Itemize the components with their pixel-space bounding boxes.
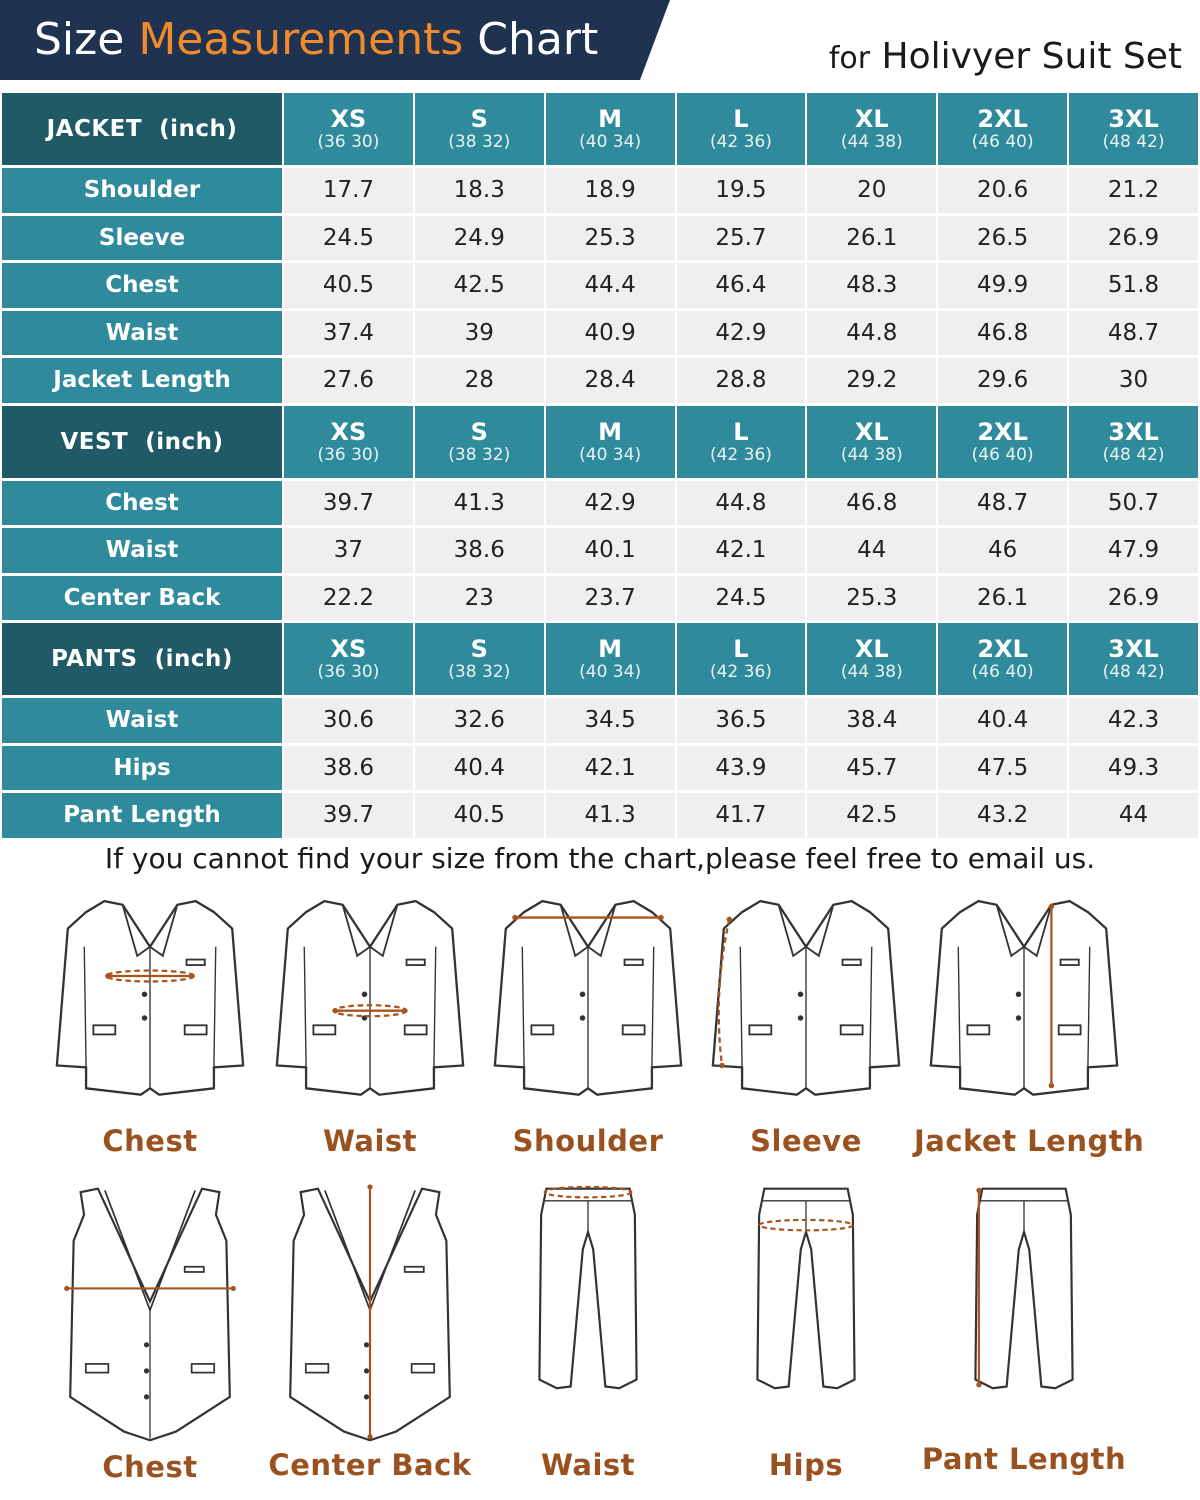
table-cell: 42.1 — [546, 746, 675, 791]
table-cell: 39.7 — [284, 481, 413, 526]
size-numbers: (48 42) — [1102, 662, 1165, 682]
table-cell: 26.1 — [938, 576, 1067, 621]
pants-length-icon — [914, 1180, 1134, 1442]
table-cell: 21.2 — [1069, 168, 1198, 213]
table-cell: 25.7 — [677, 216, 806, 261]
size-numbers: (46 40) — [971, 132, 1034, 152]
size-numbers: (46 40) — [971, 444, 1034, 465]
size-numbers: (36 30) — [317, 662, 380, 682]
size-header-cell — [677, 93, 806, 165]
illustration-caption: Chest — [102, 1450, 198, 1484]
table-cell: 26.9 — [1069, 216, 1198, 261]
size-header-cell — [677, 623, 806, 695]
table-cell: 30.6 — [284, 698, 413, 743]
size-numbers: (40 34) — [579, 662, 642, 682]
size-numbers: (42 36) — [709, 662, 772, 682]
table-cell: 29.2 — [807, 358, 936, 403]
row-label: Chest — [2, 481, 282, 526]
table-row — [2, 216, 1198, 261]
table-cell: 47.5 — [938, 746, 1067, 791]
subtitle-brand: Holivyer Suit Set — [881, 36, 1182, 77]
table-cell: 44.8 — [807, 311, 936, 356]
table-cell: 49.3 — [1069, 746, 1198, 791]
table-row — [2, 746, 1198, 791]
size-header-cell — [807, 623, 936, 695]
table-cell: 44 — [1069, 793, 1198, 838]
size-numbers: (40 34) — [579, 444, 642, 465]
table-cell: 34.5 — [546, 698, 675, 743]
row-label: Hips — [2, 746, 282, 791]
table-cell: 38.6 — [284, 746, 413, 791]
table-cell: 46.4 — [677, 263, 806, 308]
size-header-cell — [284, 93, 413, 165]
illustration-caption: Jacket Length — [914, 1124, 1145, 1158]
table-cell: 17.7 — [284, 168, 413, 213]
jacket-chest-icon — [40, 892, 260, 1102]
size-header-cell — [284, 406, 413, 478]
table-row — [2, 793, 1198, 838]
size-label: 2XL — [977, 635, 1028, 663]
table-cell: 20 — [807, 168, 936, 213]
table-cell: 48.7 — [938, 481, 1067, 526]
measurement-illustration — [696, 1180, 916, 1488]
row-label: Center Back — [2, 576, 282, 621]
vest-chest-icon — [40, 1180, 260, 1442]
measurement-illustration — [260, 892, 480, 1164]
section-title: VEST (inch) — [2, 406, 282, 478]
size-header-cell — [677, 406, 806, 478]
table-cell: 48.3 — [807, 263, 936, 308]
size-table — [0, 90, 1200, 841]
table-row — [2, 263, 1198, 308]
measurement-illustration — [914, 892, 1145, 1164]
table-row — [2, 168, 1198, 213]
table-cell: 40.4 — [415, 746, 544, 791]
size-label: XS — [330, 635, 367, 663]
size-numbers: (48 42) — [1102, 132, 1165, 152]
table-row — [2, 358, 1198, 403]
row-label: Waist — [2, 528, 282, 573]
table-cell: 23 — [415, 576, 544, 621]
table-cell: 44.8 — [677, 481, 806, 526]
subtitle-prefix: for — [828, 41, 871, 76]
size-numbers: (38 32) — [448, 132, 511, 152]
size-label: M — [598, 417, 623, 446]
size-label: L — [733, 417, 749, 446]
title-part-measurements: Measurements — [138, 14, 464, 65]
section-title: PANTS (inch) — [2, 623, 282, 695]
illustration-caption: Sleeve — [750, 1124, 862, 1158]
table-row — [2, 481, 1198, 526]
illustration-caption: Waist — [540, 1448, 636, 1482]
table-cell: 41.3 — [546, 793, 675, 838]
table-cell: 38.6 — [415, 528, 544, 573]
table-cell: 40.9 — [546, 311, 675, 356]
table-cell: 46.8 — [938, 311, 1067, 356]
section-title: JACKET (inch) — [2, 93, 282, 165]
table-row — [2, 311, 1198, 356]
size-label: S — [470, 417, 488, 446]
contact-note: If you cannot find your size from the chart,please feel free to email us. — [104, 842, 1096, 875]
size-numbers: (44 38) — [840, 444, 903, 465]
row-label: Shoulder — [2, 168, 282, 213]
table-cell: 18.9 — [546, 168, 675, 213]
pants-waist-icon — [478, 1180, 698, 1442]
illustration-caption: Pant Length — [921, 1442, 1127, 1476]
size-header-cell — [1069, 93, 1198, 165]
table-cell: 24.5 — [284, 216, 413, 261]
size-header-cell — [415, 93, 544, 165]
size-header-cell — [1069, 623, 1198, 695]
size-numbers: (42 36) — [709, 132, 772, 152]
table-cell: 26.5 — [938, 216, 1067, 261]
section-header-row — [2, 406, 1198, 478]
table-cell: 42.5 — [415, 263, 544, 308]
size-numbers: (42 36) — [709, 444, 772, 465]
table-cell: 27.6 — [284, 358, 413, 403]
size-header-cell — [807, 406, 936, 478]
title-part-size: Size — [34, 14, 139, 65]
row-label: Sleeve — [2, 216, 282, 261]
size-header-cell — [415, 406, 544, 478]
size-label: S — [470, 105, 488, 133]
section-header-row — [2, 93, 1198, 165]
size-label: XL — [854, 417, 889, 446]
size-numbers: (36 30) — [317, 132, 380, 152]
size-label: M — [598, 105, 623, 133]
table-cell: 43.9 — [677, 746, 806, 791]
table-cell: 25.3 — [807, 576, 936, 621]
row-label: Waist — [2, 311, 282, 356]
table-cell: 32.6 — [415, 698, 544, 743]
size-label: XL — [854, 105, 889, 133]
table-cell: 45.7 — [807, 746, 936, 791]
table-cell: 38.4 — [807, 698, 936, 743]
size-numbers: (38 32) — [448, 444, 511, 465]
size-label: 2XL — [977, 417, 1028, 446]
table-cell: 42.9 — [546, 481, 675, 526]
table-cell: 28 — [415, 358, 544, 403]
measurement-illustration — [914, 1180, 1134, 1482]
size-numbers: (40 34) — [579, 132, 642, 152]
table-cell: 49.9 — [938, 263, 1067, 308]
table-cell: 24.5 — [677, 576, 806, 621]
size-header-cell — [938, 623, 1067, 695]
size-label: XS — [330, 105, 367, 133]
size-label: 3XL — [1108, 105, 1159, 133]
table-cell: 50.7 — [1069, 481, 1198, 526]
size-numbers: (38 32) — [448, 662, 511, 682]
size-label: XS — [330, 417, 367, 446]
row-label: Jacket Length — [2, 358, 282, 403]
table-cell: 46.8 — [807, 481, 936, 526]
table-cell: 19.5 — [677, 168, 806, 213]
size-header-cell — [546, 406, 675, 478]
table-cell: 46 — [938, 528, 1067, 573]
size-numbers: (44 38) — [840, 662, 903, 682]
table-cell: 42.5 — [807, 793, 936, 838]
table-cell: 44 — [807, 528, 936, 573]
table-cell: 44.4 — [546, 263, 675, 308]
table-cell: 39 — [415, 311, 544, 356]
table-row — [2, 698, 1198, 743]
row-label: Chest — [2, 263, 282, 308]
table-cell: 28.4 — [546, 358, 675, 403]
table-cell: 29.6 — [938, 358, 1067, 403]
table-cell: 42.3 — [1069, 698, 1198, 743]
table-cell: 43.2 — [938, 793, 1067, 838]
title-part-chart: Chart — [463, 14, 599, 65]
table-cell: 24.9 — [415, 216, 544, 261]
table-cell: 48.7 — [1069, 311, 1198, 356]
size-header-cell — [1069, 406, 1198, 478]
table-cell: 36.5 — [677, 698, 806, 743]
size-numbers: (36 30) — [317, 444, 380, 465]
size-label: S — [470, 635, 488, 663]
jacket-waist-icon — [260, 892, 480, 1102]
table-cell: 26.9 — [1069, 576, 1198, 621]
illustration-caption: Shoulder — [512, 1124, 664, 1158]
measurement-illustration — [478, 1180, 698, 1488]
size-label: M — [598, 635, 623, 663]
size-table-body — [2, 93, 1198, 838]
table-cell: 42.9 — [677, 311, 806, 356]
table-cell: 28.8 — [677, 358, 806, 403]
jacket-sleeve-icon — [696, 892, 916, 1102]
size-header-cell — [546, 93, 675, 165]
illustration-caption: Chest — [102, 1124, 198, 1158]
table-cell: 37 — [284, 528, 413, 573]
table-cell: 51.8 — [1069, 263, 1198, 308]
vest-center-back-icon — [260, 1180, 480, 1442]
size-label: 3XL — [1108, 417, 1159, 446]
table-cell: 20.6 — [938, 168, 1067, 213]
measurement-illustration — [478, 892, 698, 1164]
size-header-cell — [807, 93, 936, 165]
illustration-caption: Center Back — [268, 1448, 472, 1482]
row-label: Pant Length — [2, 793, 282, 838]
size-label: 2XL — [977, 105, 1028, 133]
table-cell: 25.3 — [546, 216, 675, 261]
size-label: L — [733, 105, 749, 133]
title-banner — [0, 0, 690, 80]
table-cell: 41.3 — [415, 481, 544, 526]
size-header-cell — [415, 623, 544, 695]
page-title — [34, 12, 598, 68]
illustration-caption: Hips — [768, 1448, 844, 1482]
pants-hips-icon — [696, 1180, 916, 1442]
size-label: XL — [854, 635, 889, 663]
measurement-illustration — [696, 892, 916, 1164]
size-numbers: (44 38) — [840, 132, 903, 152]
table-cell: 30 — [1069, 358, 1198, 403]
measurement-illustration — [40, 1180, 260, 1490]
table-cell: 40.5 — [415, 793, 544, 838]
size-numbers: (46 40) — [971, 662, 1034, 682]
size-numbers: (48 42) — [1102, 444, 1165, 465]
table-cell: 40.4 — [938, 698, 1067, 743]
table-cell: 22.2 — [284, 576, 413, 621]
table-cell: 37.4 — [284, 311, 413, 356]
table-cell: 42.1 — [677, 528, 806, 573]
table-cell: 39.7 — [284, 793, 413, 838]
table-cell: 41.7 — [677, 793, 806, 838]
table-cell: 23.7 — [546, 576, 675, 621]
size-header-cell — [546, 623, 675, 695]
table-cell: 40.1 — [546, 528, 675, 573]
size-header-cell — [938, 93, 1067, 165]
table-cell: 47.9 — [1069, 528, 1198, 573]
table-row — [2, 528, 1198, 573]
section-header-row — [2, 623, 1198, 695]
size-header-cell — [284, 623, 413, 695]
jacket-length-icon — [914, 892, 1134, 1102]
table-cell: 18.3 — [415, 168, 544, 213]
row-label: Waist — [2, 698, 282, 743]
size-label: 3XL — [1108, 635, 1159, 663]
illustration-caption: Waist — [322, 1124, 418, 1158]
size-label: L — [733, 635, 749, 663]
measurement-illustration — [260, 1180, 480, 1488]
table-row — [2, 576, 1198, 621]
size-header-cell — [938, 406, 1067, 478]
page-subtitle — [829, 34, 1182, 82]
measurement-illustration — [40, 892, 260, 1164]
table-cell: 26.1 — [807, 216, 936, 261]
table-cell: 40.5 — [284, 263, 413, 308]
jacket-shoulder-icon — [478, 892, 698, 1102]
